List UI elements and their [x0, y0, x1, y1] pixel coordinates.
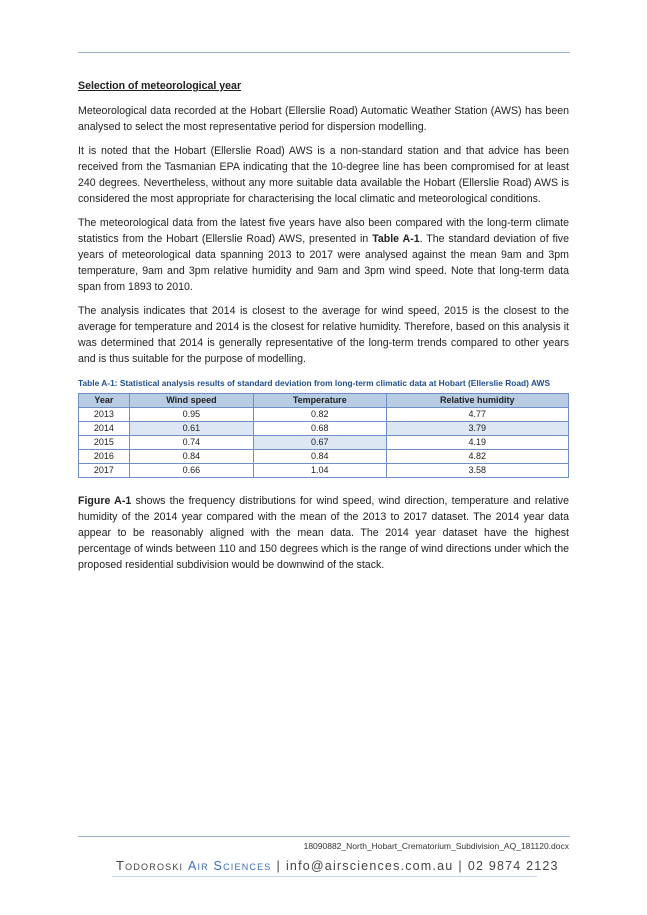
paragraph-analysis: The analysis indicates that 2014 is closest to the average for wind speed, 2015 is the closest to the average for temperature and 2014 is the closest for relative humidity. Therefore, based on this analysis it was determined that 2014 is generally representative of the long-term trends compared to other years and is thus suitable for the purpose of modelling. [78, 305, 569, 365]
section-heading: Selection of meteorological year [78, 80, 242, 92]
cell-relative-humidity: 4.77 [386, 408, 568, 422]
cell-temperature: 0.68 [254, 422, 387, 436]
table-reference: Table A-1 [372, 233, 420, 245]
cell-year: 2014 [79, 422, 130, 436]
footer-filename: 18090882_North_Hobart_Crematorium_Subdivision_AQ_181120.docx [303, 841, 569, 851]
table-caption: Table A-1: Statistical analysis results of standard deviation from long-term climatic data at Hobart (Ellerslie Road) AWS [78, 378, 551, 388]
document-body [78, 78, 569, 581]
paragraph-text: . The standard deviation of five years of meteorological data spanning 2013 to 2017 were analysed against the mean 9am and 3pm temperature, 9am and 3pm relative humidity and 9am and 3pm wind speed. Note that long-term data span from 1893 to 2010. [78, 233, 569, 293]
cell-year: 2013 [79, 408, 130, 422]
table-row [79, 450, 569, 464]
cell-wind-speed: 0.95 [129, 408, 253, 422]
stddev-table [78, 393, 569, 478]
cell-year: 2015 [79, 436, 130, 450]
paragraph-text: The meteorological data from the latest five years have also been compared with the long-term climate statistics from the Hobart (Ellerslie Road) AWS, presented in [78, 217, 569, 245]
paragraph-intro: Meteorological data recorded at the Hobart (Ellerslie Road) Automatic Weather Station (AWS) has been analysed to select the most representative period for dispersion modelling. [78, 105, 569, 133]
cell-wind-speed: 0.74 [129, 436, 253, 450]
table-row [79, 464, 569, 478]
brand-separator: | [276, 859, 281, 873]
cell-wind-speed: 0.66 [129, 464, 253, 478]
brand-accent: Air Sciences [187, 859, 272, 873]
cell-year: 2016 [79, 450, 130, 464]
header-rule [78, 52, 570, 53]
footer-email: info@airsciences.com.au [285, 859, 454, 873]
cell-relative-humidity: 4.82 [386, 450, 568, 464]
header-year: Year [79, 394, 130, 408]
header-temperature: Temperature [254, 394, 387, 408]
figure-reference: Figure A-1 [78, 495, 132, 507]
cell-relative-humidity: 3.79 [386, 422, 568, 436]
footer-rule [78, 836, 570, 837]
footer-brand-line [116, 858, 559, 873]
cell-temperature: 0.67 [254, 436, 387, 450]
header-relative-humidity: Relative humidity [386, 394, 568, 408]
cell-wind-speed: 0.84 [129, 450, 253, 464]
brand-name: Todoroski [116, 858, 184, 873]
header-wind-speed: Wind speed [129, 394, 253, 408]
cell-temperature: 0.84 [254, 450, 387, 464]
footer-phone: 02 9874 2123 [467, 859, 559, 873]
cell-year: 2017 [79, 464, 130, 478]
table-header-row [79, 394, 569, 408]
table-row [79, 422, 569, 436]
table-row [79, 408, 569, 422]
table-row [79, 436, 569, 450]
paragraph-station-note: It is noted that the Hobart (Ellerslie Road) AWS is a non-standard station and that advice has been received from the Tasmanian EPA indicating that the 10-degree line has been compromised for at least 240 degrees. Nevertheless, without any more suitable data available the Hobart (Ellerslie Road) AWS is considered the most appropriate for characterising the local climatic and meteorological conditions. [78, 145, 569, 205]
cell-temperature: 0.82 [254, 408, 387, 422]
cell-temperature: 1.04 [254, 464, 387, 478]
footer-brand-rule [112, 876, 537, 877]
brand-separator: | [458, 859, 463, 873]
paragraph-figure-summary [78, 493, 569, 573]
paragraph-comparison [78, 215, 569, 295]
paragraph-text: shows the frequency distributions for wind speed, wind direction, temperature and relative humidity of the 2014 year compared with the mean of the 2013 to 2017 dataset. The 2014 year data appear to be reasonably aligned with the mean data. The 2014 year dataset have the highest percentage of winds between 110 and 150 degrees which is the range of wind directions under which the proposed residential subdivision would be downwind of the stack. [78, 495, 569, 571]
cell-relative-humidity: 3.58 [386, 464, 568, 478]
cell-wind-speed: 0.61 [129, 422, 253, 436]
cell-relative-humidity: 4.19 [386, 436, 568, 450]
